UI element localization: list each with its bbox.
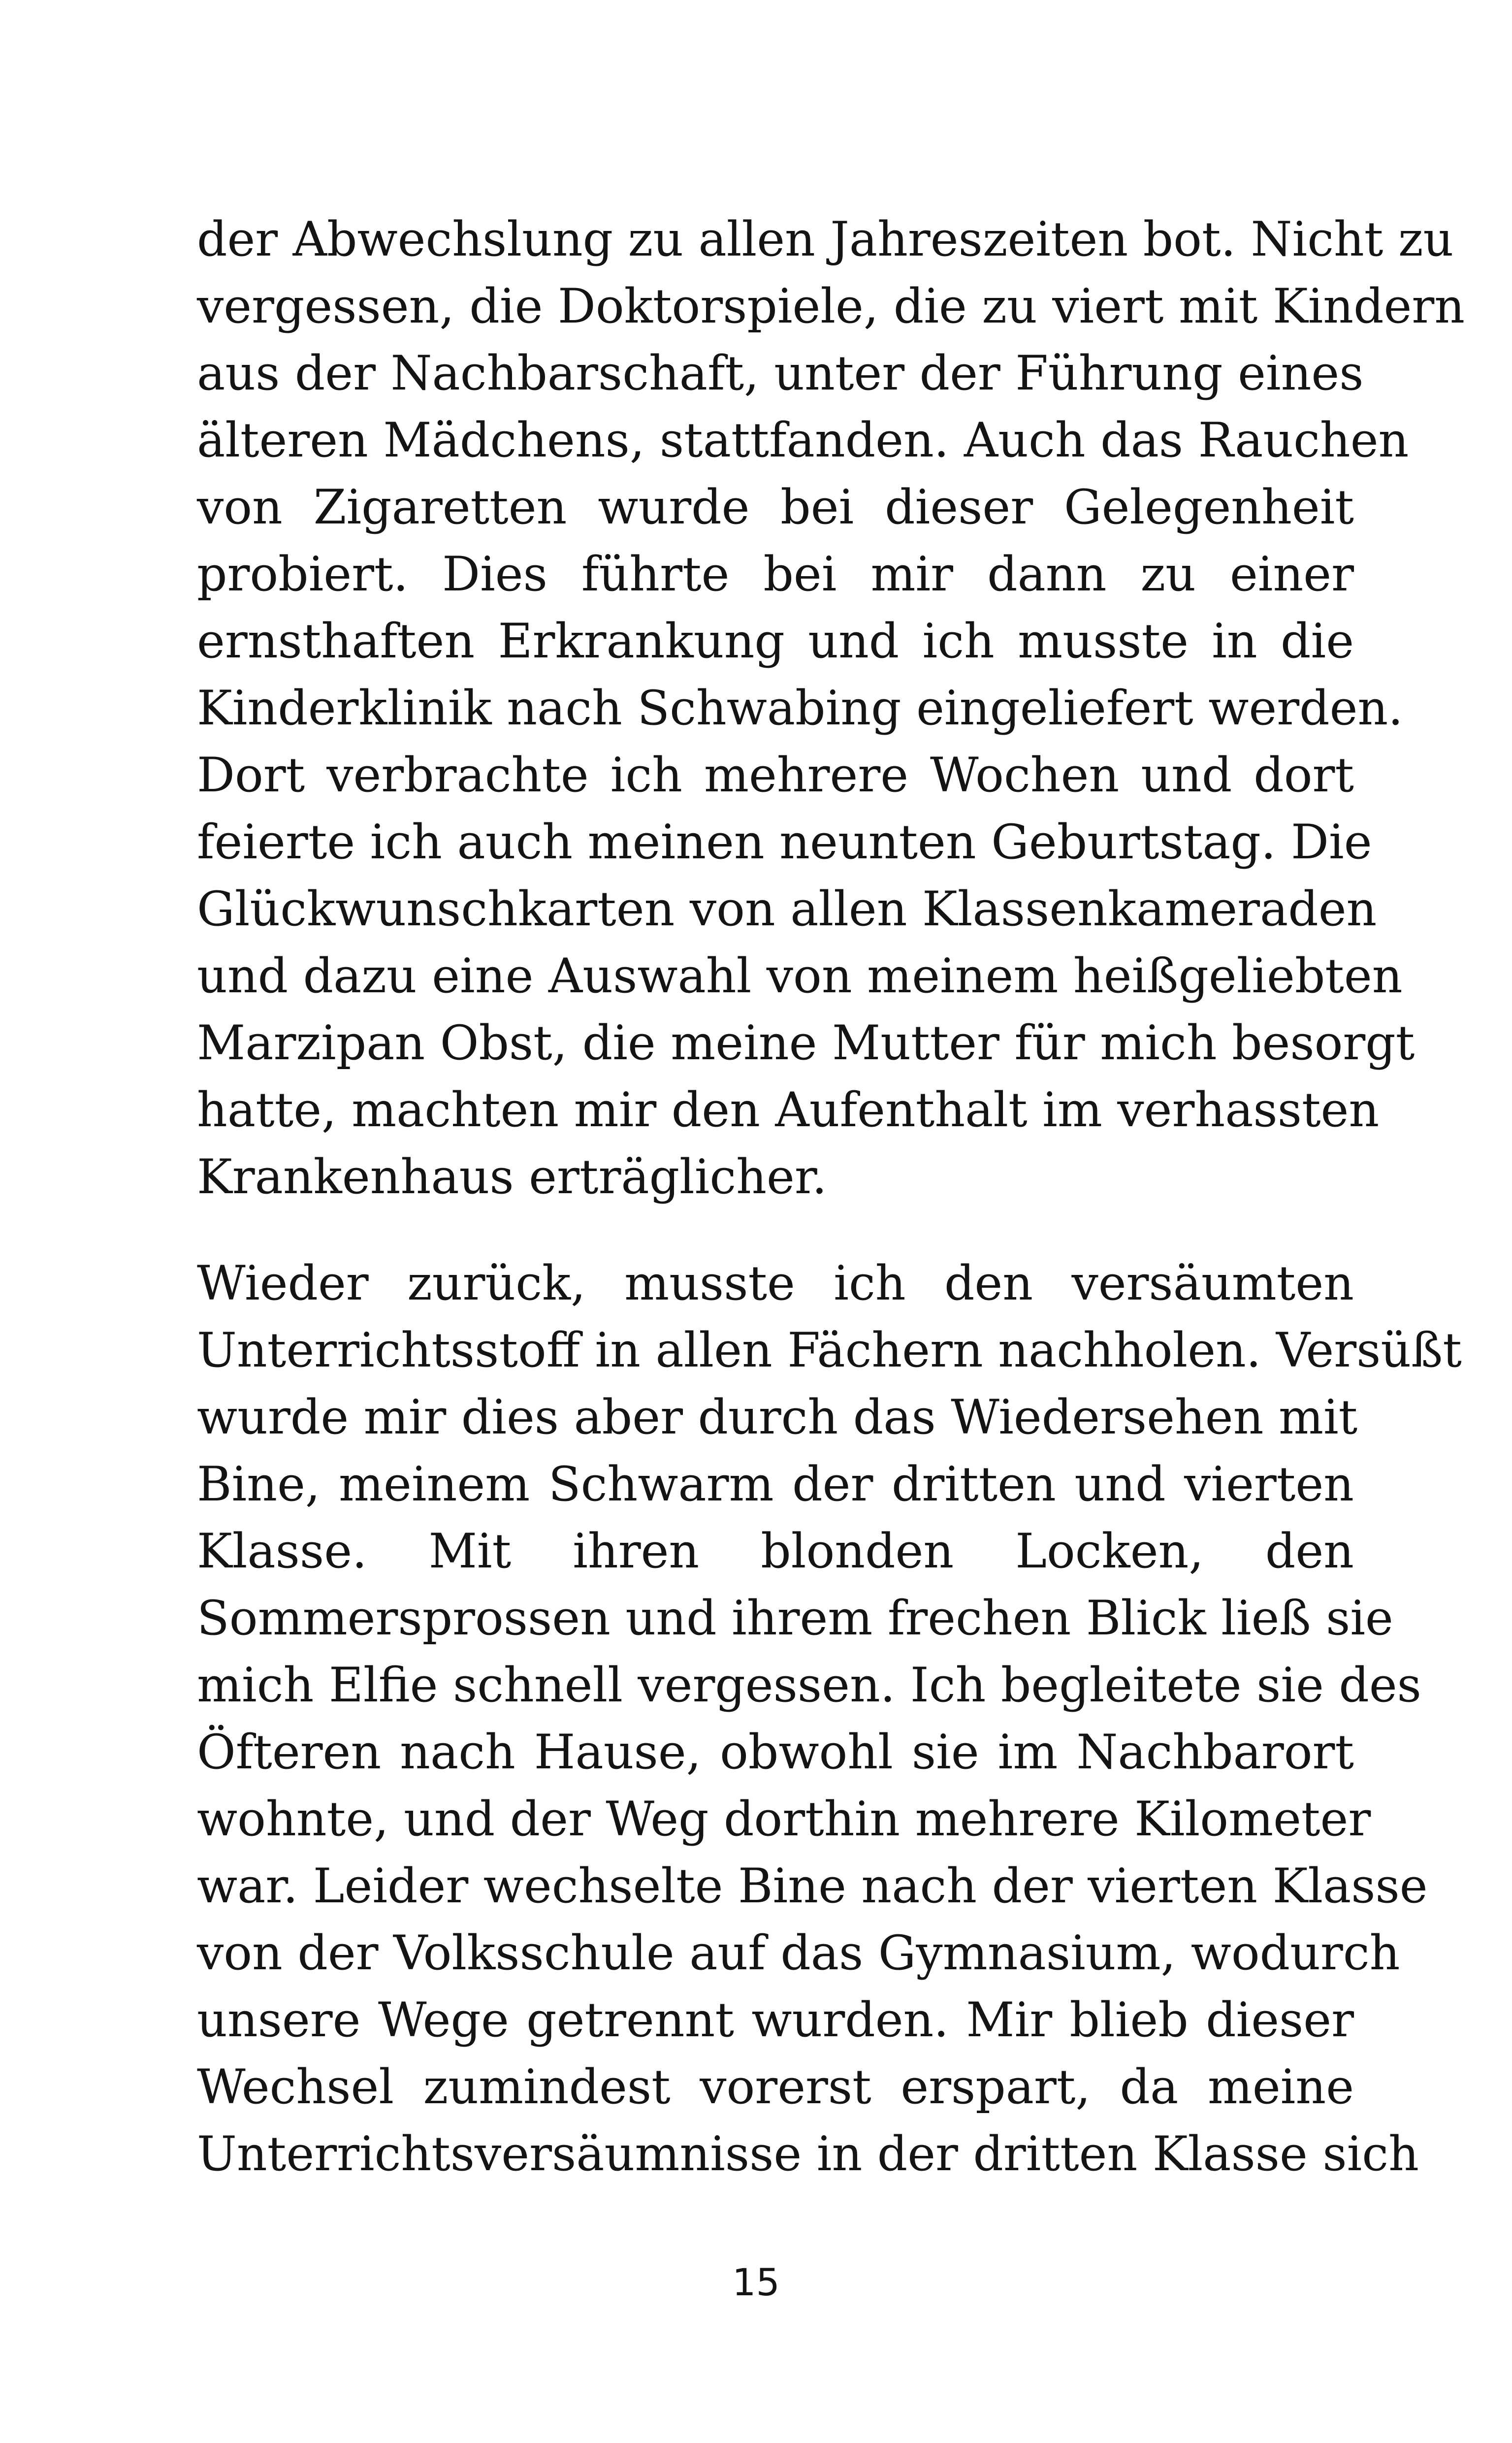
text-line: Klasse. Mit ihren blonden Locken, den	[197, 1524, 1354, 1579]
text-line: Wechsel zumindest vorerst erspart, da meine	[197, 2059, 1354, 2115]
page-number: 15	[732, 2260, 780, 2304]
text-line: Unterrichtsversäumnisse in der dritten Klasse sich	[197, 2126, 1419, 2182]
text-line: und dazu eine Auswahl von meinem heißgeliebten	[197, 948, 1403, 1004]
text-line: Krankenhaus erträglicher.	[197, 1149, 827, 1205]
text-line: feierte ich auch meinen neunten Geburtstag. Die	[197, 814, 1372, 870]
paragraph-1	[197, 206, 1465, 1210]
text-line: Dort verbrachte ich mehrere Wochen und dort	[197, 748, 1354, 803]
text-line: Sommersprossen und ihrem frechen Blick ließ sie	[197, 1591, 1393, 1646]
text-line: Marzipan Obst, die meine Mutter für mich besorgt	[197, 1015, 1415, 1071]
text-line: Bine, meinem Schwarm der dritten und vierten	[197, 1457, 1354, 1512]
text-line: Kinderklinik nach Schwabing eingeliefert werden.	[197, 681, 1403, 736]
text-line: hatte, machten mir den Aufenthalt im verhassten	[197, 1082, 1380, 1138]
text-line: wohnte, und der Weg dorthin mehrere Kilometer	[197, 1792, 1371, 1847]
text-line: vergessen, die Doktorspiele, die zu viert mit Kindern	[197, 279, 1465, 334]
text-line: probiert. Dies führte bei mir dann zu einer	[197, 547, 1354, 602]
paragraph-2	[197, 1250, 1462, 2187]
text-line: unsere Wege getrennt wurden. Mir blieb dieser	[197, 1992, 1354, 2048]
text-line: Öfteren nach Hause, obwohl sie im Nachbarort	[197, 1725, 1354, 1780]
text-line: Unterrichtsstoff in allen Fächern nachholen. Versüßt	[197, 1323, 1462, 1378]
text-line: der Abwechslung zu allen Jahreszeiten bot. Nicht zu	[197, 212, 1454, 267]
text-line: von der Volksschule auf das Gymnasium, wodurch	[197, 1925, 1400, 1981]
text-line: war. Leider wechselte Bine nach der vierten Klasse	[197, 1858, 1428, 1914]
text-line: aus der Nachbarschaft, unter der Führung eines	[197, 346, 1364, 401]
text-line: wurde mir dies aber durch das Wiedersehen mit	[197, 1390, 1358, 1445]
text-line: von Zigaretten wurde bei dieser Gelegenheit	[197, 480, 1354, 535]
text-line: mich Elfie schnell vergessen. Ich begleitete sie des	[197, 1658, 1421, 1713]
text-line: Glückwunschkarten von allen Klassenkameraden	[197, 881, 1377, 937]
text-line: Wieder zurück, musste ich den versäumten	[197, 1256, 1354, 1311]
text-line: älteren Mädchens, stattfanden. Auch das Rauchen	[197, 413, 1409, 468]
text-line: ernsthaften Erkrankung und ich musste in die	[197, 614, 1354, 669]
